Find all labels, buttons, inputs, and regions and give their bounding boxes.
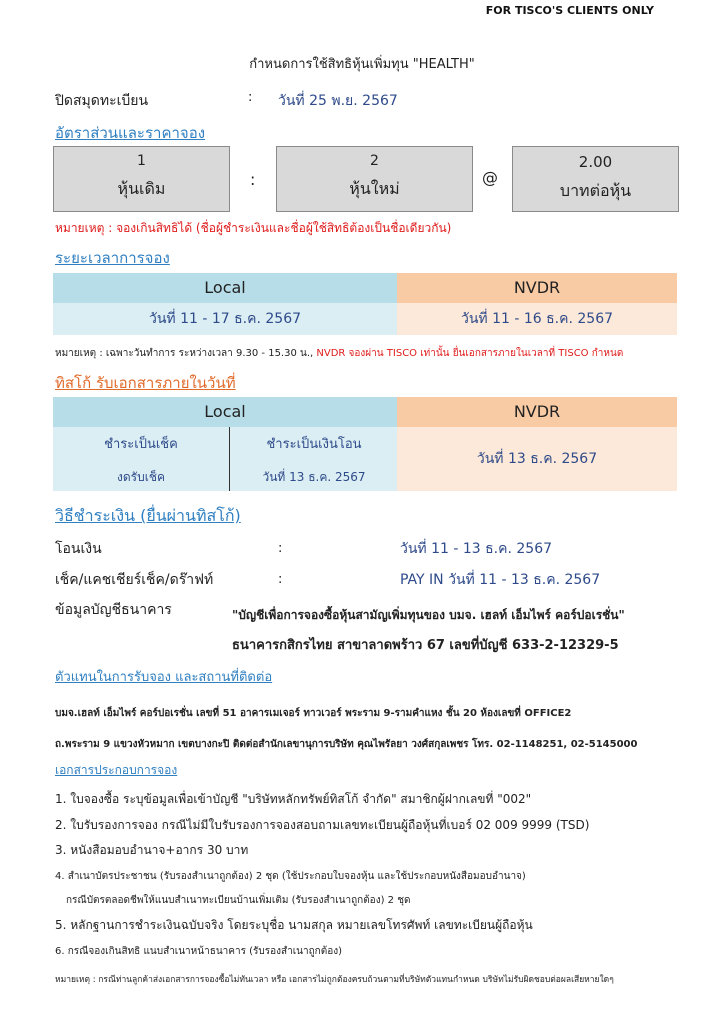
docs-nvdr-header: NVDR [397,397,677,427]
docs-local-header: Local [53,397,397,427]
document-item-6: 6. กรณีจองเกินสิทธิ แนบสำเนาหน้าธนาคาร (รับรองสำเนาถูกต้อง) [55,946,342,957]
agent-address-line2: ถ.พระราม 9 แขวงหัวหมาก เขตบางกะปิ ติดต่อสำนักเลขานุการบริษัท คุณไพรัลยา วงศ์สกุลเพชร โทร. 02-1148251, 02-5145000 [55,739,638,750]
period-note-hours: หมายเหตุ : เฉพาะวันทำการ ระหว่างเวลา 9.30 - 15.30 น., [55,348,314,359]
clients-only-label: FOR TISCO'S CLIENTS ONLY [485,4,654,17]
account-name: "บัญชีเพื่อการจองซื้อหุ้นสามัญเพิ่มทุนของ บมจ. เฮลท์ เอ็มไพร์ คอร์ปอเรชั่น" [232,608,625,622]
ratio-heading[interactable]: อัตราส่วนและราคาจอง [55,124,206,142]
record-date-label: ปิดสมุดทะเบียน [55,93,149,109]
account-bank: ธนาคารกสิกรไทย สาขาลาดพร้าว 67 เลขที่บัญชี 633-2-12329-5 [232,638,619,653]
payment-transfer-colon: : [278,541,283,556]
period-local-header: Local [53,273,397,303]
payment-cheque-value: PAY IN วันที่ 11 - 13 ธ.ค. 2567 [400,572,601,588]
record-date-value: วันที่ 25 พ.ย. 2567 [278,93,398,109]
new-share-number: 2 [370,153,379,169]
old-share-number: 1 [137,153,146,169]
payment-transfer-value: วันที่ 11 - 13 ธ.ค. 2567 [400,541,553,557]
agent-address-line1: บมจ.เฮลท์ เอ็มไพร์ คอร์ปอเรชั่น เลขที่ 51 อาคารเมเจอร์ ทาวเวอร์ พระราม 9-รามคำแหง ชั้น 20 ห้องเลขที่ OFFICE2 [55,708,572,719]
account-label: ข้อมูลบัญชีธนาคาร [55,602,172,618]
old-share-label: หุ้นเดิม [117,179,166,198]
docs-transfer-title: ชำระเป็นเงินโอน [266,437,362,452]
agent-heading[interactable]: ตัวแทนในการรับจอง และสถานที่ติดต่อ [55,670,273,685]
payment-transfer-label: โอนเงิน [55,541,102,557]
docs-cheque-title: ชำระเป็นเช็ค [104,437,178,452]
documents-heading[interactable]: เอกสารประกอบการจอง [55,763,178,777]
document-item-1: 1. ใบจองซื้อ ระบุข้อมูลเพื่อเข้าบัญชี "บริษัทหลักทรัพย์ทิสโก้ จำกัด" สมาชิกผู้ฝากเลขที่ "002" [55,792,532,806]
payment-heading[interactable]: วิธีชำระเงิน (ยื่นผ่านทิสโก้) [55,506,241,525]
docs-nvdr-date: วันที่ 13 ธ.ค. 2567 [397,427,677,491]
footnote: หมายเหตุ : กรณีท่านลูกค้าส่งเอกสารการจองซื้อไม่ทันเวลา หรือ เอกสารไม่ถูกต้องครบถ้วนตามที่บริษัทตัวแทนกำหนด บริษัทไม่รับผิดชอบต่อผลเสียหายใดๆ [55,975,614,985]
record-date-colon: : [248,90,253,105]
ratio-colon: : [250,170,256,189]
payment-cheque-colon: : [278,572,283,587]
docs-transfer-value: วันที่ 13 ธ.ค. 2567 [262,470,366,484]
document-item-3: 3. หนังสือมอบอำนาจ+อากร 30 บาท [55,843,249,857]
price-box [512,146,679,212]
period-note-nvdr: NVDR จองผ่าน TISCO เท่านั้น ยื่นเอกสารภายในเวลาที่ TISCO กำหนด [313,348,624,359]
period-note [55,346,623,361]
document-item-2: 2. ใบรับรองการจอง กรณีไม่มีใบรับรองการจองสอบถามเลขทะเบียนผู้ถือหุ้นที่เบอร์ 02 009 9999 (TSD) [55,818,590,832]
period-local-date: วันที่ 11 - 17 ธ.ค. 2567 [53,303,397,335]
docs-transfer-cell [229,427,398,491]
docs-heading[interactable]: ทิสโก้ รับเอกสารภายในวันที่ [55,374,236,392]
price-value: 2.00 [578,153,613,171]
new-share-box [276,146,473,212]
period-nvdr-date: วันที่ 11 - 16 ธ.ค. 2567 [397,303,677,335]
price-label: บาทต่อหุ้น [559,181,632,200]
docs-cheque-value: งดรับเช็ค [117,470,165,484]
ratio-note: หมายเหตุ : จองเกินสิทธิได้ (ชื่อผู้ชำระเงินและชื่อผู้ใช้สิทธิต้องเป็นชื่อเดียวกัน) [55,221,452,235]
document-item-4: 4. สำเนาบัตรประชาชน (รับรองสำเนาถูกต้อง) 2 ชุด (ใช้ประกอบใบจองหุ้น และใช้ประกอบหนังสือมอบอำนาจ) [55,871,526,882]
document-item-4-note: กรณีบัตรตลอดชีพให้แนบสำเนาทะเบียนบ้านเพิ่มเติม (รับรองสำเนาถูกต้อง) 2 ชุด [66,895,411,906]
payment-cheque-label: เช็ค/แคชเชียร์เช็ค/ดร๊าฟท์ [55,572,214,588]
at-symbol: @ [482,168,498,187]
old-share-box [53,146,230,212]
page-title: กำหนดการใช้สิทธิหุ้นเพิ่มทุน "HEALTH" [249,57,475,72]
new-share-label: หุ้นใหม่ [349,179,400,198]
period-heading[interactable]: ระยะเวลาการจอง [55,249,170,267]
document-item-5: 5. หลักฐานการชำระเงินฉบับจริง โดยระบุชื่อ นามสกุล หมายเลขโทรศัพท์ เลขทะเบียนผู้ถือหุ้น [55,918,533,932]
period-nvdr-header: NVDR [397,273,677,303]
docs-cheque-cell [53,427,229,491]
